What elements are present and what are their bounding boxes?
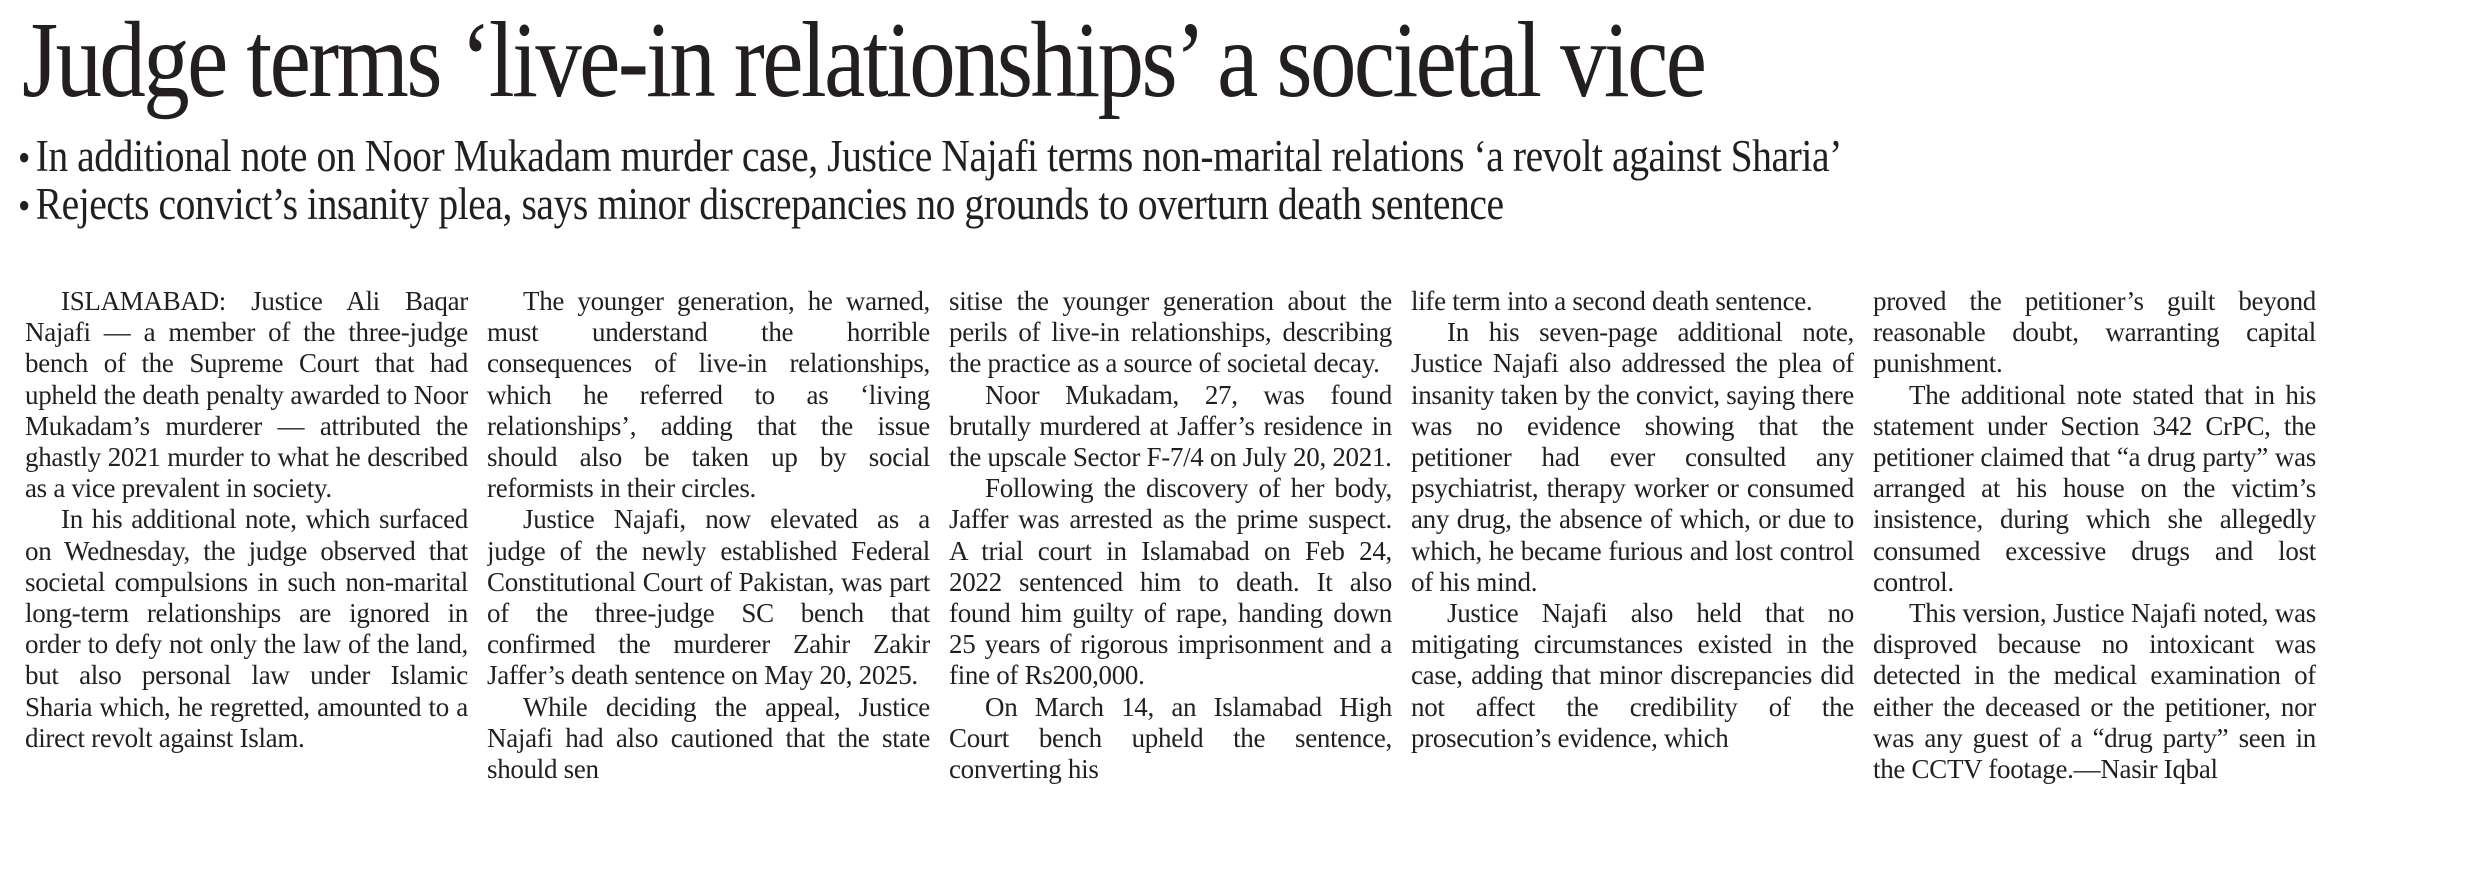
paragraph: On March 14, an Islamabad High Court bench upheld the sentence, converting his	[949, 691, 1392, 785]
article-body	[25, 286, 2317, 866]
byline: —Nasir Iqbal	[2073, 754, 2218, 785]
paragraph: ISLAMABAD: Justice Ali Baqar Najafi — a member of the three-judge bench of the Supreme Court that had upheld the death penalty awarded to Noor Mukadam’s murderer — attributed the ghastly 2021 murder to what he described as a vice prevalent in society.	[25, 286, 468, 504]
paragraph: While deciding the appeal, Justice Najafi had also cautioned that the state should sen	[487, 691, 930, 785]
paragraph: Justice Najafi also held that no mitigating circumstances existed in the case, adding that minor discrepancies did not affect the credibility of the prosecution’s evidence, which	[1411, 598, 1854, 753]
paragraph: Justice Najafi, now elevated as a judge of the newly established Federal Constitutional Court of Pakistan, was part of the three-judge SC bench that confirmed the murderer Zahir Zakir Jaffer’s death sentence on May 20, 2025.	[487, 504, 930, 691]
paragraph-text: This version, Justice Najafi noted, was disproved because no intoxicant was detected in the medical examination of either the deceased or the petitioner, nor was any guest of a “drug party” seen in the CCTV footage.	[1873, 598, 2316, 785]
deck-text: Rejects convict’s insanity plea, says minor discrepancies no grounds to overturn death sentence	[35, 179, 1504, 229]
column-5	[1873, 286, 2316, 866]
bullet-icon: •	[18, 135, 30, 180]
paragraph	[1873, 598, 2316, 785]
headline: Judge terms ‘live-in relationships’ a societal vice	[22, 1, 1705, 120]
deck-item	[18, 133, 1842, 181]
paragraph: life term into a second death sentence.	[1411, 286, 1813, 316]
column-1	[25, 286, 468, 866]
paragraph: Noor Mukadam, 27, was found brutally murdered at Jaffer’s residence in the upscale Sector F-7/4 on July 20, 2021.	[949, 379, 1392, 473]
paragraph: proved the petitioner’s guilt beyond reasonable doubt, warranting capital punishment.	[1873, 286, 2316, 379]
paragraph: In his additional note, which surfaced on Wednesday, the judge observed that societal compulsions in such non-marital long-term relationships are ignored in order to defy not only the law of the land, but also personal law under Islamic Sharia which, he regretted, amounted to a direct revolt against Islam.	[25, 504, 468, 753]
deck-text: In additional note on Noor Mukadam murder case, Justice Najafi terms non-marital relations ‘a revolt against Sharia’	[35, 131, 1842, 181]
column-4	[1411, 286, 1854, 866]
bullet-icon: •	[18, 183, 30, 228]
deck-list	[18, 133, 2091, 229]
paragraph: The younger generation, he warned, must understand the horrible consequences of live-in relationships, which he referred to as ‘living relationships’, adding that the issue should also be taken up by social reformists in their circles.	[487, 286, 930, 504]
column-2	[487, 286, 930, 866]
column-3	[949, 286, 1392, 866]
paragraph: sitise the younger generation about the perils of live-in relationships, describing the practice as a source of societal decay.	[949, 286, 1392, 379]
deck-item	[18, 181, 1842, 229]
paragraph: In his seven-page additional note, Justice Najafi also addressed the plea of insanity taken by the convict, saying there was no evidence showing that the petitioner had ever consulted any psychiatrist, therapy worker or consumed any drug, the absence of which, or due to which, he became furious and lost control of his mind.	[1411, 317, 1854, 597]
paragraph: Following the discovery of her body, Jaffer was arrested as the prime suspect. A trial court in Islamabad on Feb 24, 2022 sentenced him to death. It also found him guilty of rape, handing down 25 years of rigorous imprisonment and a fine of Rs200,000.	[949, 473, 1392, 691]
paragraph: The additional note stated that in his statement under Section 342 CrPC, the petitioner claimed that “a drug party” was arranged at his house on the victim’s insistence, during which she allegedly consumed excessive drugs and lost control.	[1873, 379, 2316, 597]
